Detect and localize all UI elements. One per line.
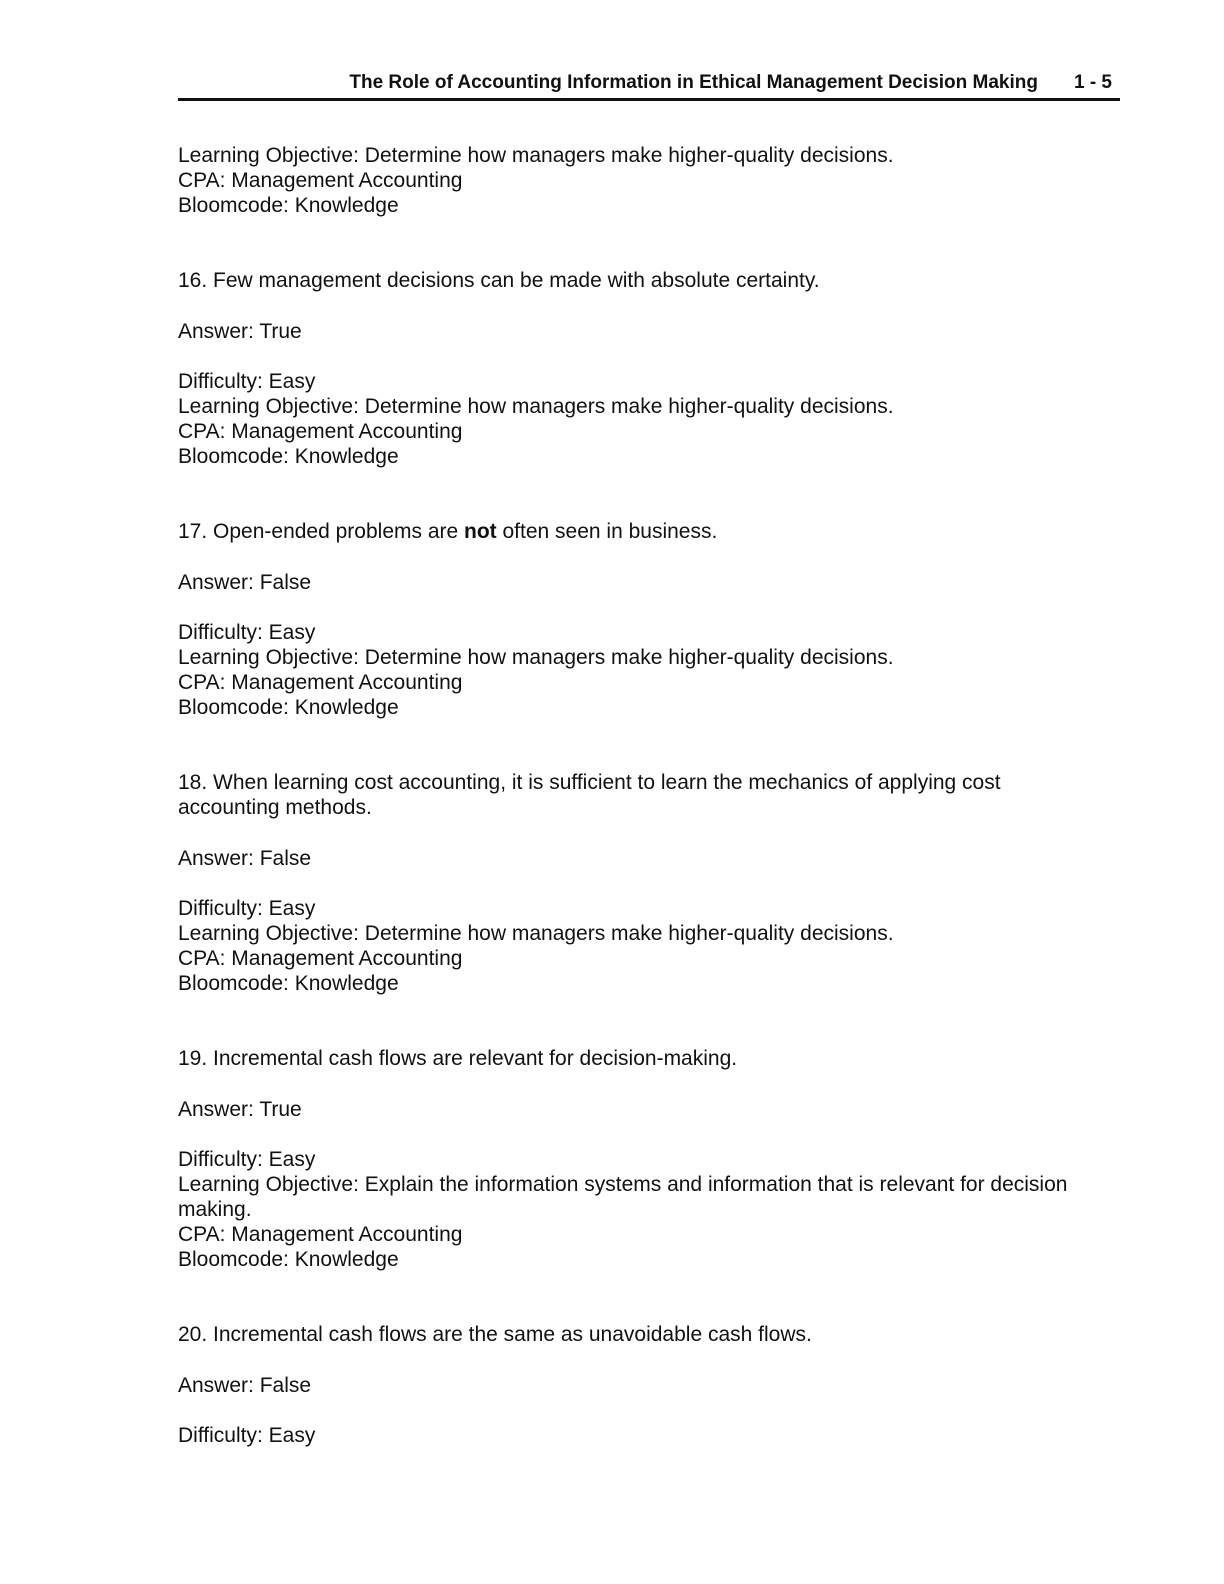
question-text: 16. Few management decisions can be made with absolute certainty.	[178, 269, 820, 293]
difficulty: Difficulty: Easy	[178, 369, 316, 393]
answer: Answer: True	[178, 319, 302, 343]
difficulty: Difficulty: Easy	[178, 896, 316, 920]
bloomcode: Bloomcode: Knowledge	[178, 1248, 399, 1272]
cpa-topic: CPA: Management Accounting	[178, 420, 463, 444]
document-body	[178, 143, 1113, 1447]
running-title: The Role of Accounting Information in Ethical Management Decision Making	[349, 72, 1038, 93]
difficulty: Difficulty: Easy	[178, 620, 316, 644]
cpa-topic: CPA: Management Accounting	[178, 169, 463, 193]
cpa-topic: CPA: Management Accounting	[178, 947, 463, 970]
cpa-topic: CPA: Management Accounting	[178, 670, 463, 694]
question-18	[178, 770, 1113, 996]
difficulty: Difficulty: Easy	[178, 1147, 316, 1171]
page-number: 1 - 5	[1073, 72, 1112, 93]
learning-objective: Learning Objective: Determine how managers make higher-quality decisions.	[178, 394, 894, 418]
question-text: 20. Incremental cash flows are the same as unavoidable cash flows.	[178, 1323, 812, 1347]
answer: Answer: False	[178, 570, 312, 594]
question-text: 18. When learning cost accounting, it is sufficient to learn the mechanics of applying cost accounting methods.	[178, 771, 1001, 820]
question-text: 17. Open-ended problems are not often seen in business.	[178, 520, 718, 544]
question-19	[178, 1046, 1113, 1272]
difficulty-cut-off: Difficulty: Easy	[178, 1423, 316, 1447]
bloomcode: Bloomcode: Knowledge	[178, 696, 399, 720]
bloomcode: Bloomcode: Knowledge	[178, 445, 399, 469]
bloomcode: Bloomcode: Knowledge	[178, 972, 399, 996]
answer: Answer: False	[178, 1373, 312, 1397]
question-17	[178, 519, 1113, 720]
answer: Answer: True	[178, 1097, 302, 1121]
question-16	[178, 268, 1113, 469]
learning-objective: Learning Objective: Determine how managers make higher-quality decisions.	[178, 144, 894, 167]
learning-objective: Learning Objective: Determine how managers make higher-quality decisions.	[178, 645, 894, 669]
question-text: 19. Incremental cash flows are relevant for decision-making.	[178, 1047, 738, 1071]
learning-objective: Learning Objective: Explain the information systems and information that is relevant for decision making.	[178, 1172, 1068, 1221]
continued-question-metadata	[178, 143, 1113, 218]
cpa-topic: CPA: Management Accounting	[178, 1223, 463, 1247]
emphasis-not: not	[464, 520, 497, 544]
bloomcode: Bloomcode: Knowledge	[178, 194, 399, 218]
question-20	[178, 1322, 1113, 1447]
answer: Answer: False	[178, 846, 312, 870]
page-header	[178, 72, 1120, 101]
learning-objective: Learning Objective: Determine how managers make higher-quality decisions.	[178, 921, 894, 945]
